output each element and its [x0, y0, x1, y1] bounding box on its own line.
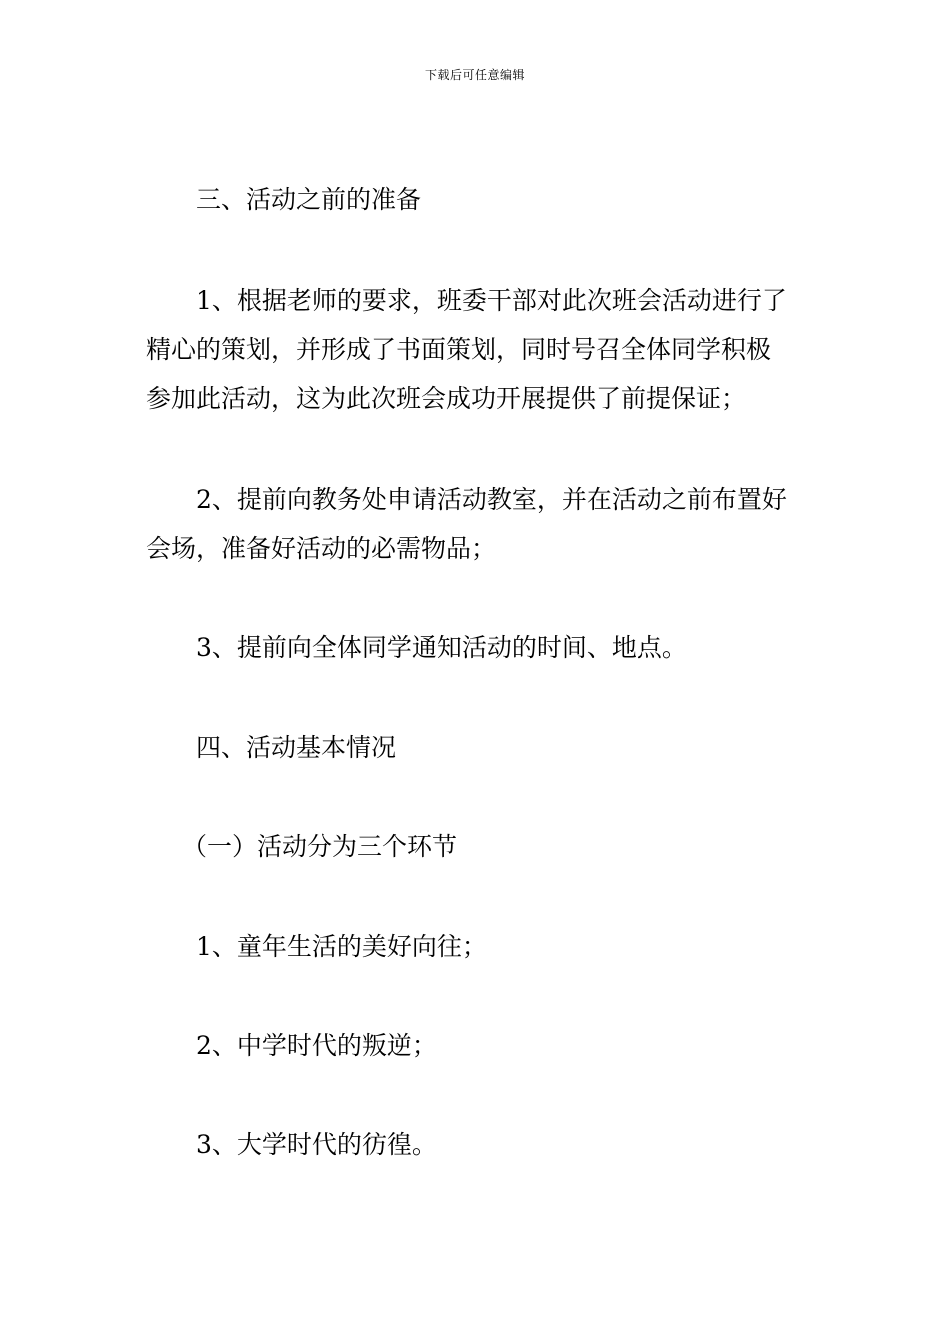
stage-3: 3、大学时代的彷徨。 [196, 1130, 437, 1159]
item-2-line-2: 会场，准备好活动的必需物品； [146, 534, 497, 563]
item-1-line-1: 1、根据老师的要求，班委干部对此次班会活动进行了 [196, 286, 787, 315]
item-3: 3、提前向全体同学通知活动的时间、地点。 [196, 633, 687, 662]
item-2-line-1: 2、提前向教务处申请活动教室，并在活动之前布置好 [196, 485, 787, 514]
stage-1: 1、童年生活的美好向往； [196, 932, 487, 961]
section-3-heading: 三、活动之前的准备 [196, 185, 422, 214]
header-note: 下载后可任意编辑 [424, 68, 525, 82]
section-4-heading: 四、活动基本情况 [196, 733, 397, 762]
subsection-1-heading: （一）活动分为三个环节 [182, 832, 458, 861]
stage-2: 2、中学时代的叛逆； [196, 1031, 437, 1060]
item-1-line-3: 参加此活动，这为此次班会成功开展提供了前提保证； [146, 384, 747, 413]
item-1-line-2: 精心的策划，并形成了书面策划，同时号召全体同学积极 [146, 335, 772, 364]
